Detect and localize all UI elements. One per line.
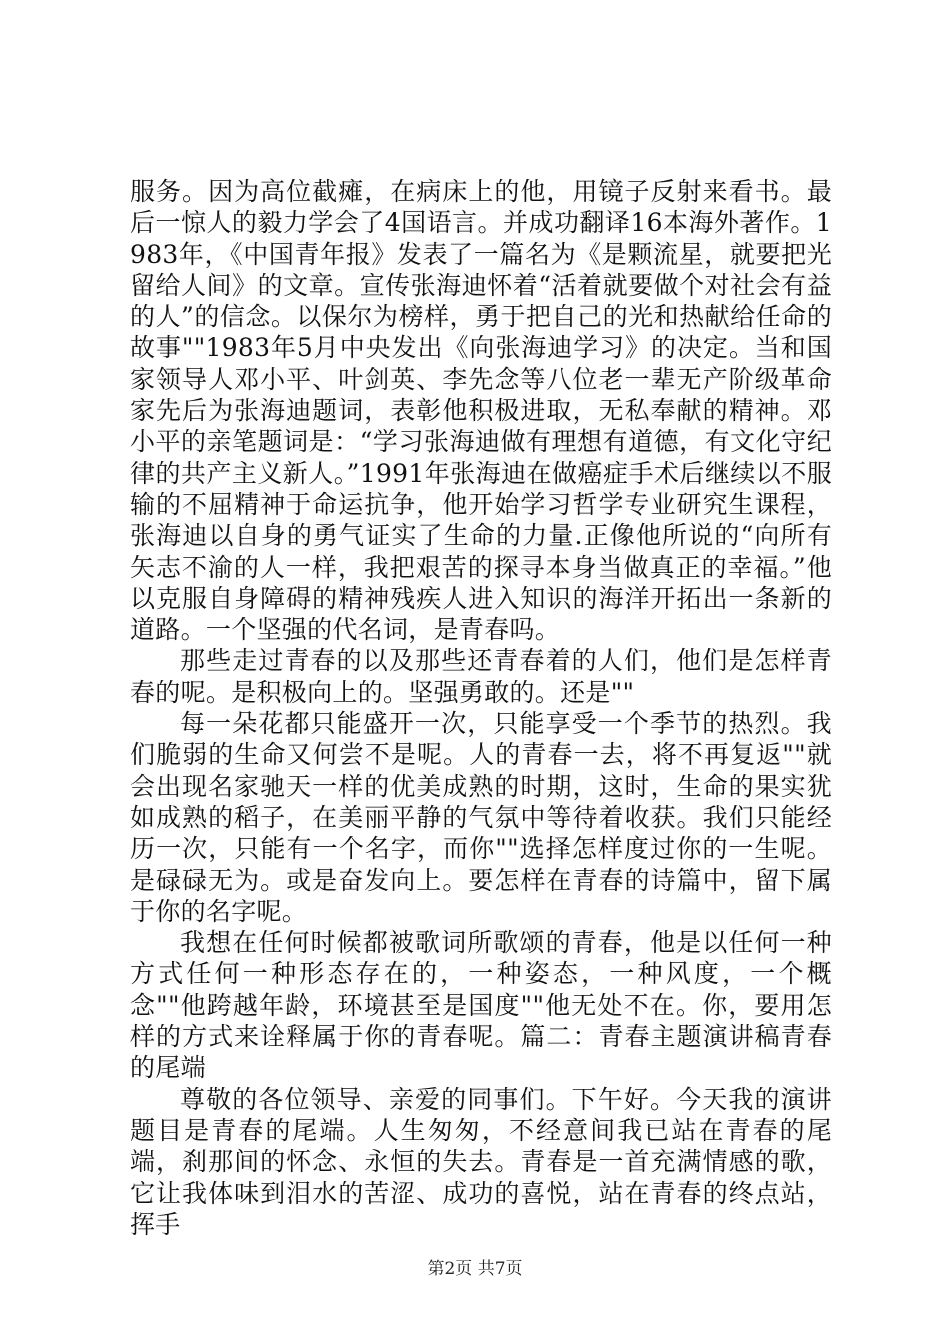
paragraph-1: 服务。因为高位截瘫，在病床上的他，用镜子反射来看书。最后一惊人的毅力学会了4国语言。并成功翻译16本海外著作。1983年，《中国青年报》发表了一篇名为《是颗流星，就要把光留给人间》的文章。宣传张海迪怀着“活着就要做个对社会有益的人”的信念。以保尔为榜样，勇于把自己的光和热献给任命的故事""1983年5月中央发出《向张海迪学习》的决定。当和国家领导人邓小平、叶剑英、李先念等八位老一辈无产阶级革命家先后为张海迪题词，表彰他积极进取，无私奉献的精神。邓小平的亲笔题词是：“学习张海迪做有理想有道德，有文化守纪律的共产主义新人。”1991年张海迪在做癌症手术后继续以不服输的不屈精神于命运抗争，他开始学习哲学专业研究生课程，张海迪以自身的勇气证实了生命的力量.正像他所说的“向所有矢志不渝的人一样，我把艰苦的探寻本身当做真正的幸福。”他以克服自身障碍的精神残疾人进入知识的海洋开拓出一条新的道路。一个坚强的代名词，是青春吗。 xyxy=(130,177,832,645)
paragraph-3: 每一朵花都只能盛开一次，只能享受一个季节的热烈。我们脆弱的生命又何尝不是呢。人的青春一去，将不再复返""就会出现名家驰天一样的优美成熟的时期，这时，生命的果实犹如成熟的稻子，在美丽平静的气氛中等待着收获。我们只能经历一次，只能有一个名字，而你""选择怎样度过你的一生呢。是碌碌无为。或是奋发向上。要怎样在青春的诗篇中，留下属于你的名字呢。 xyxy=(130,709,832,926)
page-number-footer: 第2页 共7页 xyxy=(427,1259,523,1279)
document-body xyxy=(130,176,832,1240)
paragraph-2: 那些走过青春的以及那些还青春着的人们，他们是怎样青春的呢。是积极向上的。坚强勇敢的。还是"" xyxy=(130,646,832,707)
paragraph-4: 我想在任何时候都被歌词所歌颂的青春，他是以任何一种方式任何一种形态存在的，一种姿态，一种风度，一个概念""他跨越年龄，环境甚至是国度""他无处不在。你，要用怎样的方式来诠释属于你的青春呢。篇二：青春主题演讲稿青春的尾端 xyxy=(130,928,832,1083)
paragraph-5: 尊敬的各位领导、亲爱的同事们。下午好。今天我的演讲题目是青春的尾端。人生匆匆，不经意间我已站在青春的尾端，刹那间的怀念、永恒的失去。青春是一首充满情感的歌，它让我体味到泪水的苦涩、成功的喜悦，站在青春的终点站，挥手 xyxy=(130,1084,832,1239)
